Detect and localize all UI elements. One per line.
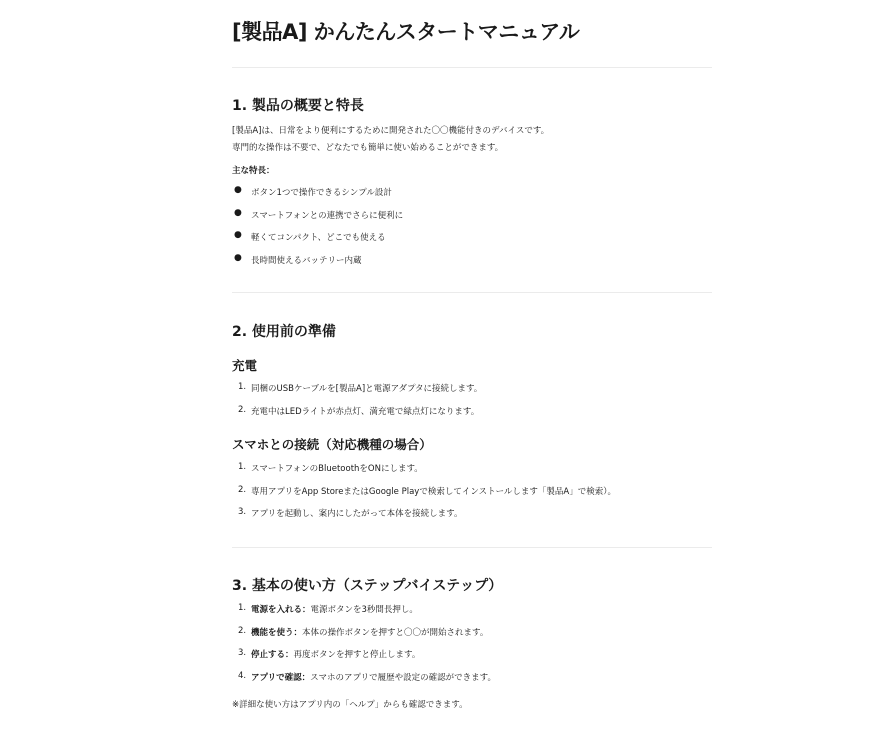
connect-heading: スマホとの接続（対応機種の場合） [232, 437, 432, 452]
page-title: [製品A] かんたんスタートマニュアル [232, 20, 580, 44]
section-1-heading: 1. 製品の概要と特長 [232, 98, 364, 114]
bullet-icon: ● [234, 230, 242, 240]
section-2-heading: 2. 使用前の準備 [232, 324, 336, 340]
divider [232, 292, 712, 293]
charge-heading: 充電 [232, 358, 258, 373]
features-label: 主な特長： [232, 166, 275, 176]
bullet-icon: ● [234, 253, 242, 263]
intro-line-2: 専門的な操作は不要で、どなたでも簡単に使い始めることができます。 [232, 143, 504, 153]
footnote: ※詳細な使い方はアプリ内の「ヘルプ」からも確認できます。 [232, 700, 468, 710]
bullet-icon: ● [234, 185, 242, 195]
section-3-heading: 3. 基本の使い方（ステップバイステップ） [232, 578, 503, 594]
divider [232, 547, 712, 548]
intro-line-1: [製品A]は、日常をより便利にするために開発された〇〇機能付きのデバイスです。 [232, 126, 550, 136]
bullet-icon: ● [234, 208, 242, 218]
divider [232, 67, 712, 68]
